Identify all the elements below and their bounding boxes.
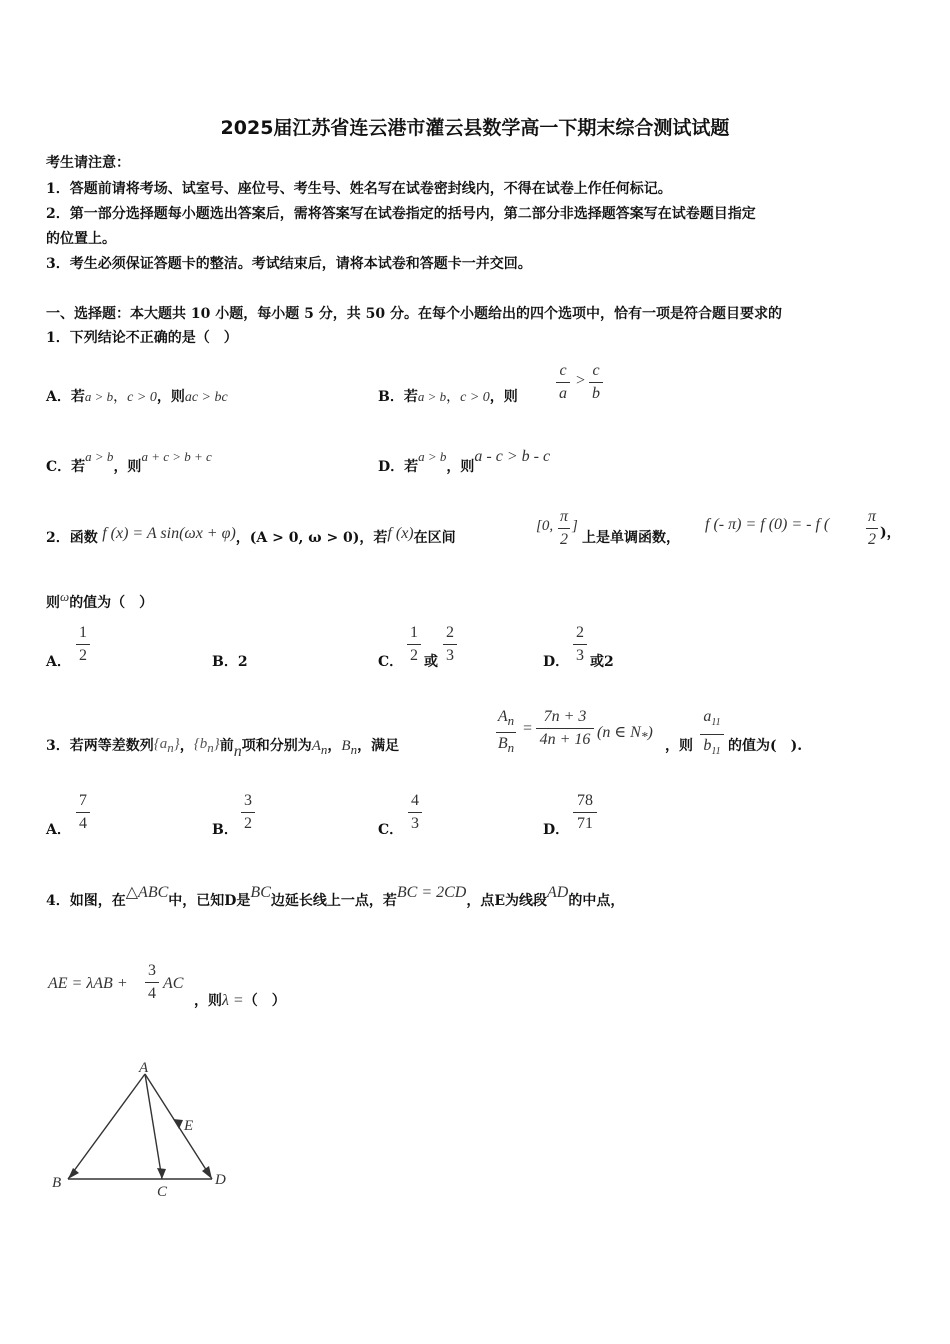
q4-vector-ac: AC — [163, 975, 184, 992]
q2-option-c-or: 或 — [424, 654, 438, 670]
q3-option-a-label: A． — [46, 822, 71, 838]
q4-vector-equation: AE = λAB + — [48, 975, 128, 992]
label-e: E — [184, 1118, 194, 1134]
q2-equation-fraction: π 2 — [867, 508, 876, 548]
q3-option-c-fraction: 4 3 — [408, 792, 422, 833]
q3-option-d-fraction: 78 71 — [573, 792, 597, 833]
q2-equation-end: )， — [880, 525, 901, 541]
segment-ab — [68, 1074, 145, 1179]
q2-interval-right: ] — [572, 518, 578, 534]
q3-condition: (n ∈ $N_*$) — [597, 724, 653, 745]
question-3-stem: 3．若两等差数列$\{a_n\}$，$\{b_n\}$前n项和分别为$A_n$，$B_n$，满足 — [46, 736, 400, 760]
q3-equals: = — [522, 720, 533, 737]
q1-b-gt: > — [575, 372, 586, 389]
q3-ratio-ab: $A_n$ $B_n$ — [497, 708, 515, 756]
q4-fraction-3-4: 3 4 — [145, 962, 159, 1003]
notice-item: 的位置上。 — [46, 231, 116, 247]
arrowhead-b — [68, 1168, 79, 1179]
arrowhead-c — [157, 1168, 166, 1179]
q2-monotone: 上是单调函数， — [582, 530, 680, 546]
q2-option-c-label: C． — [378, 654, 404, 670]
q3-option-b-label: B． — [212, 822, 238, 838]
label-d: D — [215, 1172, 226, 1188]
q1-b-fraction-2: c b — [589, 362, 603, 403]
q3-ratio-a11-b11: $a_{11}$ $b_{11}$ — [700, 708, 724, 761]
label-b: B — [52, 1175, 62, 1191]
label-c: C — [157, 1184, 168, 1200]
q2-option-d-label: D． — [543, 654, 570, 670]
notice-heading: 考生请注意： — [46, 155, 130, 171]
q2-option-c-fraction-1: 1 2 — [407, 624, 421, 665]
q4-ask: ，则λ =（ ） — [194, 992, 286, 1009]
q2-option-d-fraction: 2 3 — [573, 624, 587, 665]
q3-option-d-label: D． — [543, 822, 570, 838]
q2-interval-left: [0, — [536, 518, 554, 534]
q1-option-b: B．若a > b，c > 0，则 — [378, 389, 518, 405]
notice-item: 1．答题前请将考场、试室号、座位号、考生号、姓名写在试卷密封线内，不得在试卷上作任何标记。 — [46, 181, 672, 197]
q1-option-d: D．若a > b，则a - c > b - c — [378, 448, 551, 475]
q3-option-a-fraction: 7 4 — [76, 792, 90, 833]
notice-item: 2．第一部分选择题每小题选出答案后，需将答案写在试卷指定的括号内，第二部分非选择题答案写在试卷题目指定 — [46, 206, 756, 222]
q3-ask: 的值为( ). — [728, 738, 803, 754]
q3-option-b-fraction: 3 2 — [241, 792, 255, 833]
q3-then: ，则 — [665, 738, 693, 754]
page-title: 2025届江苏省连云港市灌云县数学高一下期末综合测试试题 — [220, 117, 730, 139]
q2-option-a-fraction: 1 2 — [76, 624, 90, 665]
q1-option-a: A．若a > b，c > 0，则ac > bc — [46, 389, 228, 405]
arrowhead-d — [202, 1166, 212, 1179]
question-2-stem: 2．函数 f (x) = A sin(ωx + φ)，(A > 0, ω > 0)，若f (x)在区间 — [46, 525, 456, 546]
q2-option-a-label: A． — [46, 654, 71, 670]
section-heading: 一、选择题：本大题共 10 小题，每小题 5 分，共 50 分。在每个小题给出的四个选项中，恰有一项是符合题目要求的 — [46, 306, 782, 322]
question-4-stem: 4．如图，在△ABC中，已知D是BC边延长线上一点，若BC = 2CD，点E为线段AD的中点， — [46, 884, 625, 909]
notice-item: 3．考生必须保证答题卡的整洁。考试结束后，请将本试卷和答题卡一并交回。 — [46, 256, 532, 272]
q2-option-b: B．2 — [212, 654, 248, 670]
segment-ac — [145, 1074, 162, 1179]
question-2-ask: 则ω的值为（ ） — [46, 589, 154, 611]
q2-option-d-rest: 或2 — [590, 654, 614, 670]
q1-b-fraction-1: c a — [556, 362, 570, 403]
q2-option-c-fraction-2: 2 3 — [443, 624, 457, 665]
question-1-stem: 1．下列结论不正确的是（ ） — [46, 330, 238, 346]
q2-equation: f (- π) = f (0) = - f ( — [705, 516, 830, 533]
triangle-figure — [50, 1062, 240, 1202]
q1-option-c: C．若a > b，则a + c > b + c — [46, 449, 212, 475]
label-a: A — [139, 1062, 149, 1076]
q3-option-c-label: C． — [378, 822, 404, 838]
q2-interval-fraction: π 2 — [559, 508, 568, 548]
arrowhead-e — [173, 1119, 183, 1129]
q3-ratio-formula: 7n + 3 4n + 16 — [536, 708, 594, 749]
